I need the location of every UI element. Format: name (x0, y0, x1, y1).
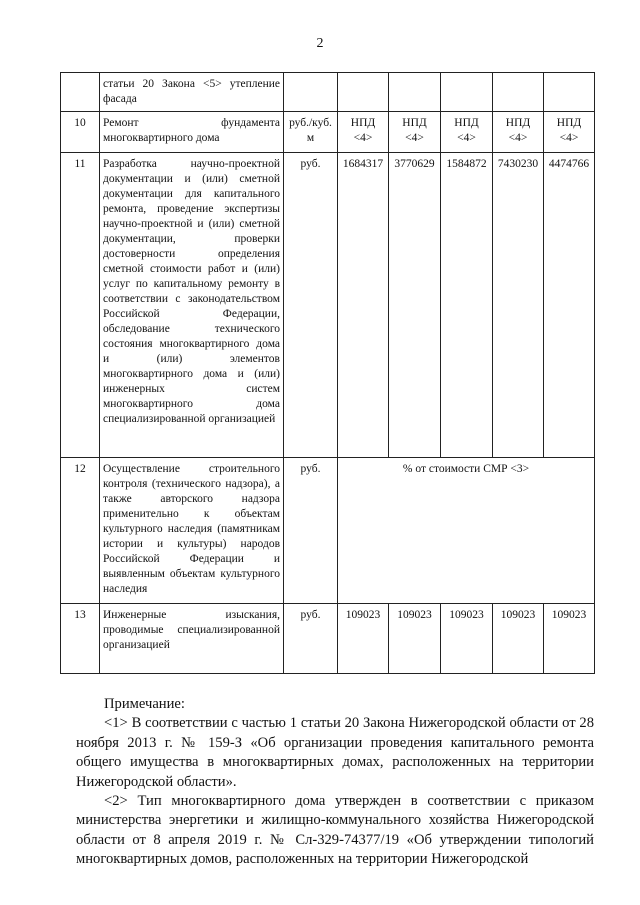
table-row (61, 153, 595, 458)
row-value (389, 73, 441, 112)
row-value: 109023 (338, 604, 389, 674)
row-value: 3770629 (389, 153, 441, 458)
row-number: 12 (61, 458, 100, 604)
row-description: Ремонт фундамента многоквартирного дома (100, 112, 284, 153)
row-unit: руб. (284, 458, 338, 604)
row-value: 1684317 (338, 153, 389, 458)
row-value: НПД <4> (493, 112, 544, 153)
notes-title: Примечание: (104, 696, 185, 712)
table-row (61, 73, 595, 112)
table-row (61, 112, 595, 153)
row-description: Осуществление строительного контроля (технического надзора), а также авторского надзора применительно к объектам культурного наследия (памятникам истории и культуры) народов Российской Федерации и выявленным объектам культурного наследия (100, 458, 284, 604)
table-row (61, 458, 595, 604)
row-unit: руб. (284, 604, 338, 674)
row-value (493, 73, 544, 112)
row-value: 4474766 (544, 153, 595, 458)
row-description: Инженерные изыскания, проводимые специализированной организацией (100, 604, 284, 674)
row-value: 109023 (544, 604, 595, 674)
row-description: Разработка научно-проектной документации и (или) сметной документации для капитального ремонта, проведение экспертизы научно-проектной и (или) сметной документации, проверки достоверности определения сметной стоимости работ и (или) услуг по капитальному ремонту в соответствии с законодательством Российской Федерации, обследование технического состояния многоквартирного дома и (или) элементов многоквартирного дома и (или) инженерных систем многоквартирного дома специализированной организацией (100, 153, 284, 458)
row-number (61, 73, 100, 112)
row-value (338, 73, 389, 112)
row-value: НПД <4> (544, 112, 595, 153)
row-number: 10 (61, 112, 100, 153)
row-value: НПД <4> (441, 112, 493, 153)
page-number: 2 (316, 36, 324, 51)
row-number: 11 (61, 153, 100, 458)
row-description: статьи 20 Закона <5> утепление фасада (100, 73, 284, 112)
capital-repair-cost-table (60, 72, 595, 674)
table-row (61, 604, 595, 674)
row-value: 1584872 (441, 153, 493, 458)
row-value: 109023 (493, 604, 544, 674)
note-paragraph: <1> В соответствии с частью 1 статьи 20 Закона Нижегородской области от 28 ноября 2013 г. № 159-З «Об организации проведения капитального ремонта общего имущества в многоквартирных домах, расположенных на территории Нижегородской области». (76, 715, 594, 790)
row-unit: руб./куб. м (284, 112, 338, 153)
row-value: 109023 (441, 604, 493, 674)
row-unit: руб. (284, 153, 338, 458)
row-value (544, 73, 595, 112)
row-merged-value: % от стоимости СМР <3> (338, 458, 595, 604)
row-value: НПД <4> (389, 112, 441, 153)
row-unit (284, 73, 338, 112)
note-paragraph: <2> Тип многоквартирного дома утвержден в соответствии с приказом министерства энергетики и жилищно-коммунального хозяйства Нижегородской области от 8 апреля 2019 г. № Сл-329-74377/19 «Об утверждении типологий многоквартирных домов, расположенных на территории Нижегородской (76, 793, 594, 868)
notes-section (76, 695, 594, 870)
row-value: 109023 (389, 604, 441, 674)
row-value (441, 73, 493, 112)
row-value: 7430230 (493, 153, 544, 458)
row-value: НПД <4> (338, 112, 389, 153)
row-number: 13 (61, 604, 100, 674)
